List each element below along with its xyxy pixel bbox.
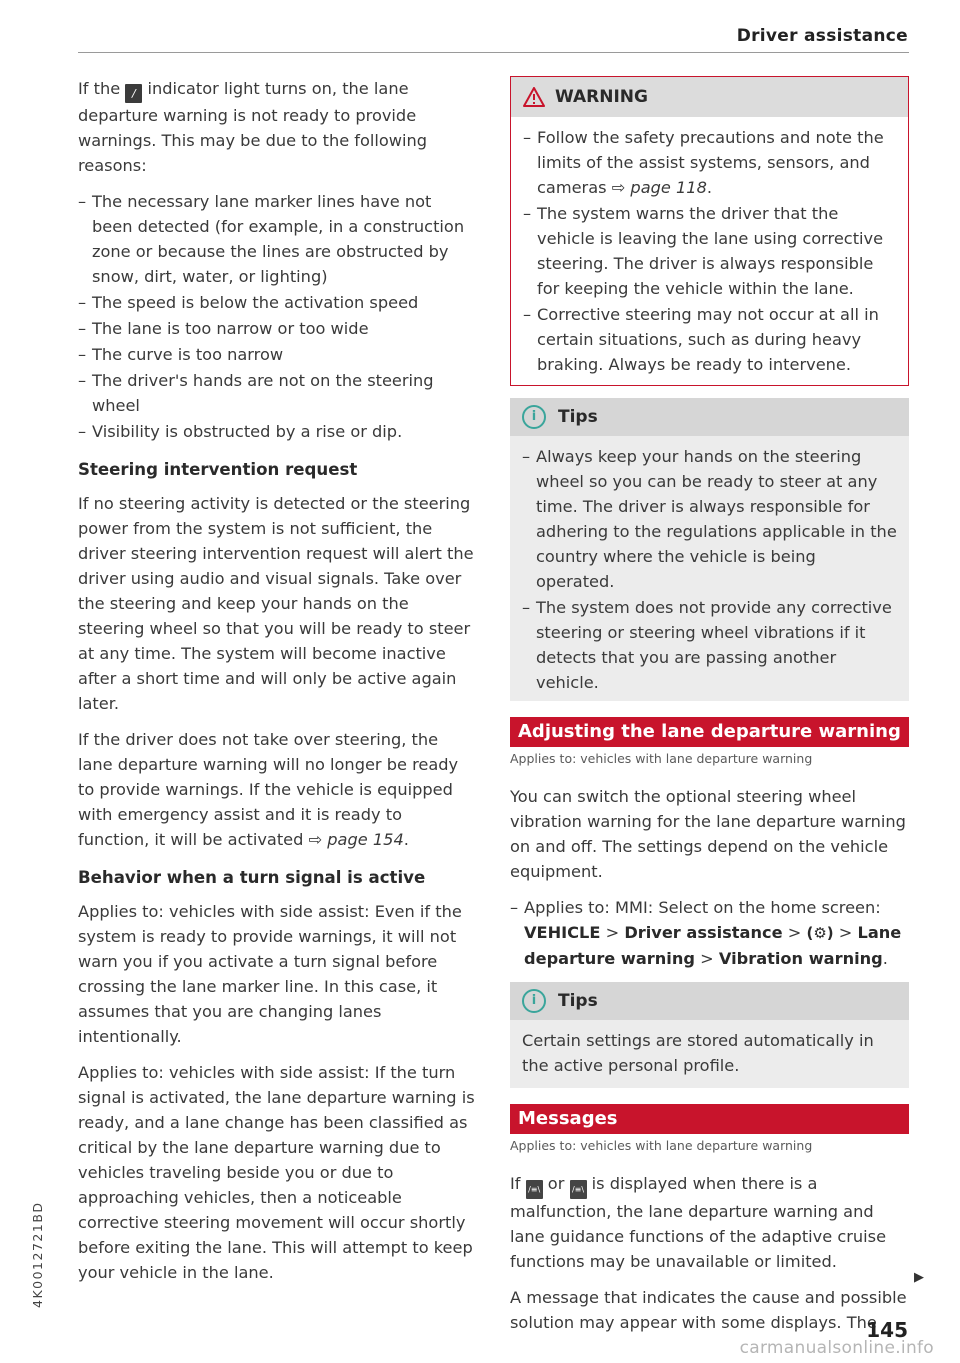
list-item: – Applies to: MMI: Select on the home screen: VEHICLE > Driver assistance > (⚙) > Lane departure warning > Vibration warning. [510, 895, 909, 971]
warning-triangle-icon [523, 87, 545, 107]
list-item: – The lane is too narrow or too wide [78, 316, 476, 341]
intro-paragraph: If the / indicator light turns on, the lane departure warning is not ready to provide warnings. This may be due to the following reasons: [78, 79, 428, 175]
list-item: – The system does not provide any corrective steering or steering wheel vibrations if it detects that you are passing another vehicle. [522, 595, 897, 695]
header-rule [78, 52, 909, 53]
tips-title: Tips [558, 990, 598, 1011]
page-number: 145 [866, 1318, 908, 1342]
list-item: – Always keep your hands on the steering wheel so you can be ready to steer at any time. The driver is always responsible for adhering to the regulations applicable in the country where the vehicle is being operated. [522, 444, 897, 594]
lane-malfunction-icon-1: /≡\ [526, 1180, 543, 1199]
tips-body [510, 1020, 909, 1088]
list-item: – Follow the safety precautions and note the limits of the assist systems, sensors, and cameras ⇨ page 118. [523, 125, 896, 200]
list-item: – The driver's hands are not on the steering wheel [78, 368, 476, 418]
steering-intervention-heading: Steering intervention request [78, 460, 358, 479]
steering-paragraph-2: If the driver does not take over steering, the lane departure warning will no longer be ready to provide warnings. If the vehicle is equipped with emergency assist and it is ready to function, it will be activated ⇨ page 154. [78, 730, 459, 849]
menu-driver-assistance: Driver assistance [624, 923, 783, 942]
list-item: – The speed is below the activation speed [78, 290, 476, 315]
tips-header [510, 398, 909, 436]
menu-vehicle: VEHICLE [524, 923, 601, 942]
document-code: 4K0012721BD [30, 1201, 45, 1308]
turn-paragraph-1: Applies to: vehicles with side assist: Even if the system is ready to provide warnings, it will not warn you if you activate a turn signal before crossing the lane marker line. In this case, it assumes that you are changing lanes intentionally. [78, 902, 462, 1046]
applies-note: Applies to: vehicles with lane departure warning [510, 1138, 813, 1153]
tips-header [510, 982, 909, 1020]
warning-body [511, 117, 908, 385]
adjust-steps [510, 895, 909, 971]
tips-title: Tips [558, 406, 598, 427]
running-header: Driver assistance [736, 26, 908, 46]
right-column [510, 76, 909, 1346]
page-154-link[interactable]: ⇨ page 154 [308, 830, 404, 849]
tips-text: Certain settings are stored automatically in the active personal profile. [522, 1031, 874, 1075]
list-item: – Corrective steering may not occur at all in certain situations, such as during heavy braking. Always be ready to intervene. [523, 302, 896, 377]
messages-section-heading: Messages [510, 1104, 909, 1134]
reasons-list [78, 189, 476, 444]
menu-lane-departure-warning: Lane departure warning [524, 923, 902, 968]
applies-note: Applies to: vehicles with lane departure warning [510, 751, 813, 766]
warning-list [523, 125, 896, 377]
lane-departure-indicator-icon: / [125, 84, 142, 103]
left-column [78, 76, 476, 1296]
turn-paragraph-2: Applies to: vehicles with side assist: If the turn signal is activated, the lane departure warning is ready, and a lane change has been classified as critical by the lane departure warning due to vehicles traveling beside you or due to approaching vehicles, then a noticeable corrective steering movement will occur shortly before exiting the lane. This will attempt to keep your vehicle in the lane. [78, 1063, 475, 1282]
steering-paragraph-1: If no steering activity is detected or the steering power from the system is not sufficient, the driver steering intervention request will alert the driver using audio and visual signals. Take over the steering and keep your hands on the steering wheel so that you will be ready to steer at any time. The system will become inactive after a short time and will only be active again later. [78, 494, 474, 713]
lane-malfunction-icon-2: /≡\ [570, 1180, 587, 1199]
adjusting-section-heading: Adjusting the lane departure warning [510, 717, 909, 747]
list-item: – Visibility is obstructed by a rise or dip. [78, 419, 476, 444]
page-118-link[interactable]: ⇨ page 118 [611, 178, 707, 197]
info-icon: i [522, 989, 546, 1013]
list-item: – The system warns the driver that the vehicle is leaving the lane using corrective steering. The driver is always responsible for keeping the vehicle within the lane. [523, 201, 896, 301]
messages-paragraph-1: If /≡\ or /≡\ is displayed when there is a malfunction, the lane departure warning and lane guidance functions of the adaptive cruise functions may be unavailable or limited. [510, 1174, 887, 1271]
info-icon: i [522, 405, 546, 429]
settings-gear-icon: (⚙) [806, 924, 834, 942]
tips-box-1 [510, 398, 909, 701]
turn-signal-heading: Behavior when a turn signal is active [78, 868, 426, 887]
tips-body [510, 436, 909, 701]
menu-vibration-warning: Vibration warning [718, 949, 883, 968]
warning-title: WARNING [555, 86, 648, 107]
list-item: – The necessary lane marker lines have not been detected (for example, in a construction zone or because the lines are obstructed by snow, dirt, water, or lighting) [78, 189, 476, 289]
list-item: – The curve is too narrow [78, 342, 476, 367]
continue-arrow-icon: ▶ [914, 1270, 924, 1285]
warning-box [510, 76, 909, 386]
warning-header [511, 77, 908, 117]
adjust-paragraph: You can switch the optional steering wheel vibration warning for the lane departure warning on and off. The settings depend on the vehicle equipment. [510, 787, 906, 881]
messages-paragraph-2: A message that indicates the cause and possible solution may appear with some displays. The [510, 1288, 907, 1332]
watermark: carmanualsonline.info [739, 1338, 934, 1358]
tips-list [522, 444, 897, 695]
tips-box-2 [510, 982, 909, 1088]
